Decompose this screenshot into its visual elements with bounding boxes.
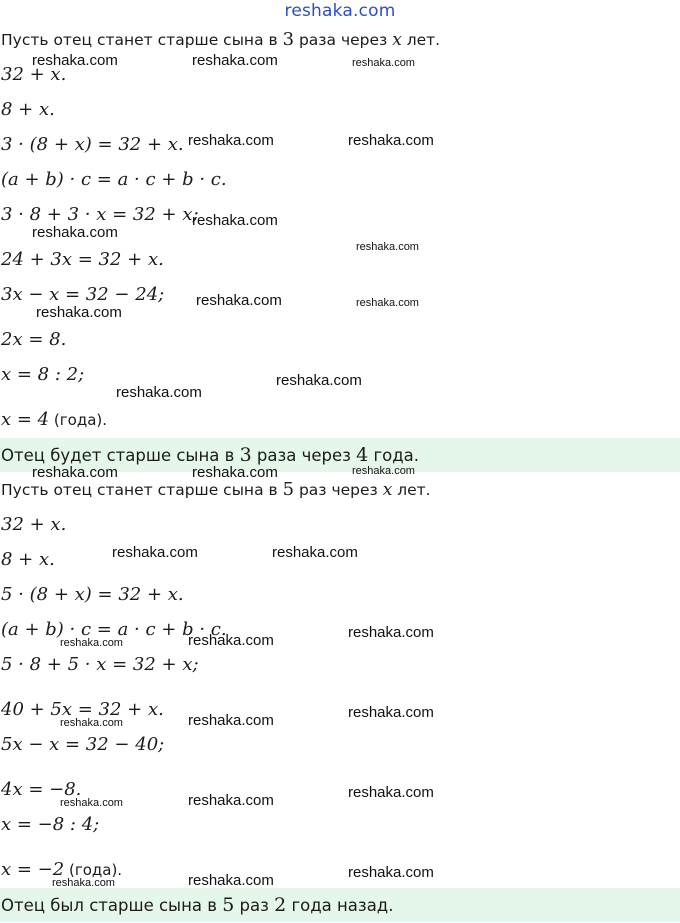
answer-number: 4	[356, 444, 369, 466]
watermark: reshaka.com	[192, 464, 278, 481]
watermark: reshaka.com	[36, 304, 122, 321]
unit-note: (года).	[49, 411, 108, 429]
equation-line: 5 · 8 + 5 · x = 32 + x;	[1, 654, 199, 675]
watermark: reshaka.com	[188, 792, 274, 809]
watermark: reshaka.com	[348, 132, 434, 149]
watermark: reshaka.com	[192, 212, 278, 229]
equation-line: 3x − x = 32 − 24;	[1, 284, 165, 305]
distributive-rule: (a + b) · c = a · c + b · c.	[1, 169, 227, 190]
solution-value: x = −2	[1, 859, 65, 880]
answer-text: раз	[234, 896, 275, 915]
equation-line: 3 · (8 + x) = 32 + x.	[1, 134, 184, 155]
answer-number: 2	[274, 894, 287, 916]
intro-text: раза через	[294, 31, 393, 49]
watermark: reshaka.com	[356, 241, 419, 253]
watermark: reshaka.com	[112, 544, 198, 561]
equation-line: 5x − x = 32 − 40;	[1, 734, 165, 755]
answer-number: 5	[222, 894, 235, 916]
equation-line: 2x = 8.	[1, 329, 67, 350]
watermark: reshaka.com	[116, 384, 202, 401]
answer-number: 3	[239, 444, 252, 466]
answer-2	[1, 888, 393, 923]
answer-text: Отец будет старше сына в	[1, 446, 240, 465]
watermark: reshaka.com	[188, 632, 274, 649]
equation-line: 5 · (8 + x) = 32 + x.	[1, 584, 184, 605]
problem-intro-1	[1, 28, 440, 52]
intro-text: Пусть отец станет старше сына в	[1, 481, 283, 499]
intro-variable: x	[382, 480, 393, 500]
watermark: reshaka.com	[356, 297, 419, 309]
watermark: reshaka.com	[60, 797, 123, 809]
watermark: reshaka.com	[196, 292, 282, 309]
intro-number: 3	[282, 29, 295, 50]
watermark: reshaka.com	[348, 864, 434, 881]
watermark: reshaka.com	[348, 624, 434, 641]
watermark: reshaka.com	[352, 57, 415, 69]
watermark: reshaka.com	[188, 712, 274, 729]
watermark: reshaka.com	[348, 784, 434, 801]
equation-line: 4x = −8.	[1, 779, 82, 800]
intro-number: 5	[282, 479, 295, 500]
solution-line	[1, 408, 107, 432]
watermark: reshaka.com	[52, 877, 115, 889]
intro-text: лет.	[392, 481, 431, 499]
distributive-rule: (a + b) · c = a · c + b · c.	[1, 619, 227, 640]
answer-text: года назад.	[286, 896, 394, 915]
answer-text: года.	[368, 446, 420, 465]
watermark: reshaka.com	[188, 132, 274, 149]
intro-variable: x	[392, 30, 402, 50]
intro-text: раз через	[294, 481, 383, 499]
equation-line: 40 + 5x = 32 + x.	[1, 699, 164, 720]
solution-value: x = 4	[1, 409, 50, 430]
equation-line: x = 8 : 2;	[1, 364, 85, 385]
watermark: reshaka.com	[272, 544, 358, 561]
equation-line: 32 + x.	[1, 514, 67, 535]
site-header[interactable]: reshaka.com	[284, 1, 396, 21]
intro-text: Пусть отец станет старше сына в	[1, 31, 283, 49]
watermark: reshaka.com	[60, 717, 123, 729]
watermark: reshaka.com	[60, 637, 123, 649]
watermark: reshaka.com	[32, 464, 118, 481]
equation-line: 24 + 3x = 32 + x.	[1, 249, 164, 270]
watermark: reshaka.com	[188, 872, 274, 889]
equation-line: 8 + x.	[1, 99, 55, 120]
watermark: reshaka.com	[352, 465, 415, 477]
unit-note: (года).	[64, 861, 123, 879]
equation-line: 32 + x.	[1, 64, 67, 85]
watermark: reshaka.com	[32, 52, 118, 69]
watermark: reshaka.com	[32, 224, 118, 241]
equation-line: 8 + x.	[1, 549, 55, 570]
watermark: reshaka.com	[276, 372, 362, 389]
watermark: reshaka.com	[192, 52, 278, 69]
equation-line: x = −8 : 4;	[1, 814, 100, 835]
intro-text: лет.	[401, 31, 441, 49]
equation-line: 3 · 8 + 3 · x = 32 + x;	[1, 204, 199, 225]
watermark: reshaka.com	[348, 704, 434, 721]
answer-text: раза через	[251, 446, 357, 465]
answer-text: Отец был старше сына в	[1, 896, 223, 915]
